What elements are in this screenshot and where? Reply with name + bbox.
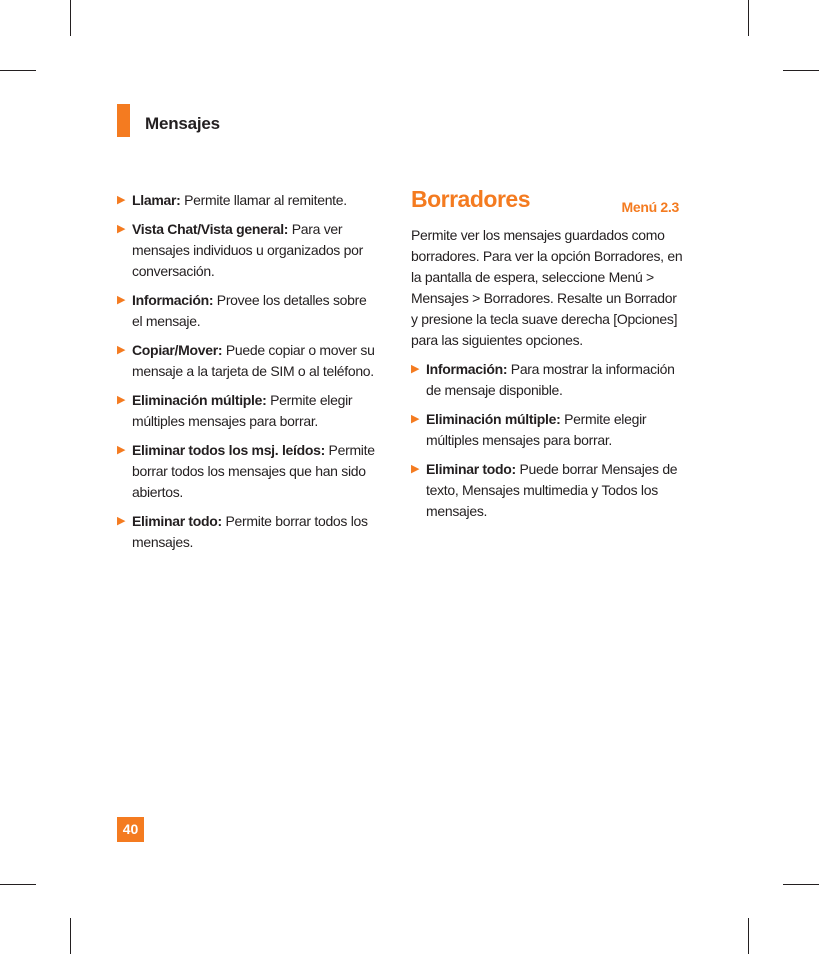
arrow-right-icon: ▶ [117, 194, 126, 206]
list-item [117, 190, 379, 211]
item-term: Eliminación múltiple: [132, 392, 267, 408]
crop-mark [748, 918, 749, 954]
crop-mark [0, 70, 36, 71]
crop-mark [748, 0, 749, 36]
arrow-right-icon: ▶ [411, 413, 420, 425]
item-term: Información: [426, 361, 508, 377]
list-item [411, 459, 683, 522]
right-column [411, 186, 683, 530]
section-heading [411, 186, 683, 219]
list-item [117, 290, 379, 332]
item-desc: Permite elegir múltiples mensajes para borrar. [426, 411, 647, 448]
item-desc: Permite borrar todos los mensajes. [132, 513, 368, 550]
item-desc: Permite llamar al remitente. [180, 192, 347, 208]
crop-mark [70, 918, 71, 954]
item-term: Eliminar todo: [132, 513, 222, 529]
item-desc: Provee los detalles sobre el mensaje. [132, 292, 367, 329]
section-menu-ref: Menú 2.3 [621, 199, 679, 215]
list-item [411, 409, 683, 451]
section-title: Borradores [411, 186, 530, 212]
arrow-right-icon: ▶ [411, 463, 420, 475]
item-desc: Para mostrar la información de mensaje disponible. [426, 361, 675, 398]
item-desc: Permite borrar todos los mensajes que han sido abiertos. [132, 442, 375, 500]
item-term: Eliminación múltiple: [426, 411, 561, 427]
item-desc: Puede copiar o mover su mensaje a la tarjeta de SIM o al teléfono. [132, 342, 375, 379]
crop-mark [70, 0, 71, 36]
list-item [117, 340, 379, 382]
item-desc: Para ver mensajes individuos u organizados por conversación. [132, 221, 363, 279]
arrow-right-icon: ▶ [117, 515, 126, 527]
item-desc: Permite elegir múltiples mensajes para borrar. [132, 392, 353, 429]
list-item [117, 440, 379, 503]
list-item [117, 219, 379, 282]
crop-mark [0, 884, 36, 885]
section-intro: Permite ver los mensajes guardados como borradores. Para ver la opción Borradores, en la pantalla de espera, seleccione Menú > Mensajes > Borradores. Resalte un Borrador y presione la tecla suave derecha [Opciones] para las siguientes opciones. [411, 227, 683, 348]
page-header-title: Mensajes [145, 114, 220, 133]
arrow-right-icon: ▶ [117, 444, 126, 456]
item-term: Eliminar todo: [426, 461, 516, 477]
arrow-right-icon: ▶ [117, 294, 126, 306]
arrow-right-icon: ▶ [117, 394, 126, 406]
left-column [117, 190, 379, 561]
crop-mark [783, 884, 819, 885]
list-item [411, 359, 683, 401]
header-accent-bar [117, 104, 130, 137]
page-number: 40 [117, 817, 144, 842]
item-term: Llamar: [132, 192, 181, 208]
arrow-right-icon: ▶ [117, 344, 126, 356]
item-term: Copiar/Mover: [132, 342, 223, 358]
list-item [117, 390, 379, 432]
item-term: Información: [132, 292, 214, 308]
list-item [117, 511, 379, 553]
item-term: Eliminar todos los msj. leídos: [132, 442, 325, 458]
item-desc: Puede borrar Mensajes de texto, Mensajes multimedia y Todos los mensajes. [426, 461, 678, 519]
arrow-right-icon: ▶ [411, 363, 420, 375]
item-term: Vista Chat/Vista general: [132, 221, 289, 237]
crop-mark [783, 70, 819, 71]
arrow-right-icon: ▶ [117, 223, 126, 235]
